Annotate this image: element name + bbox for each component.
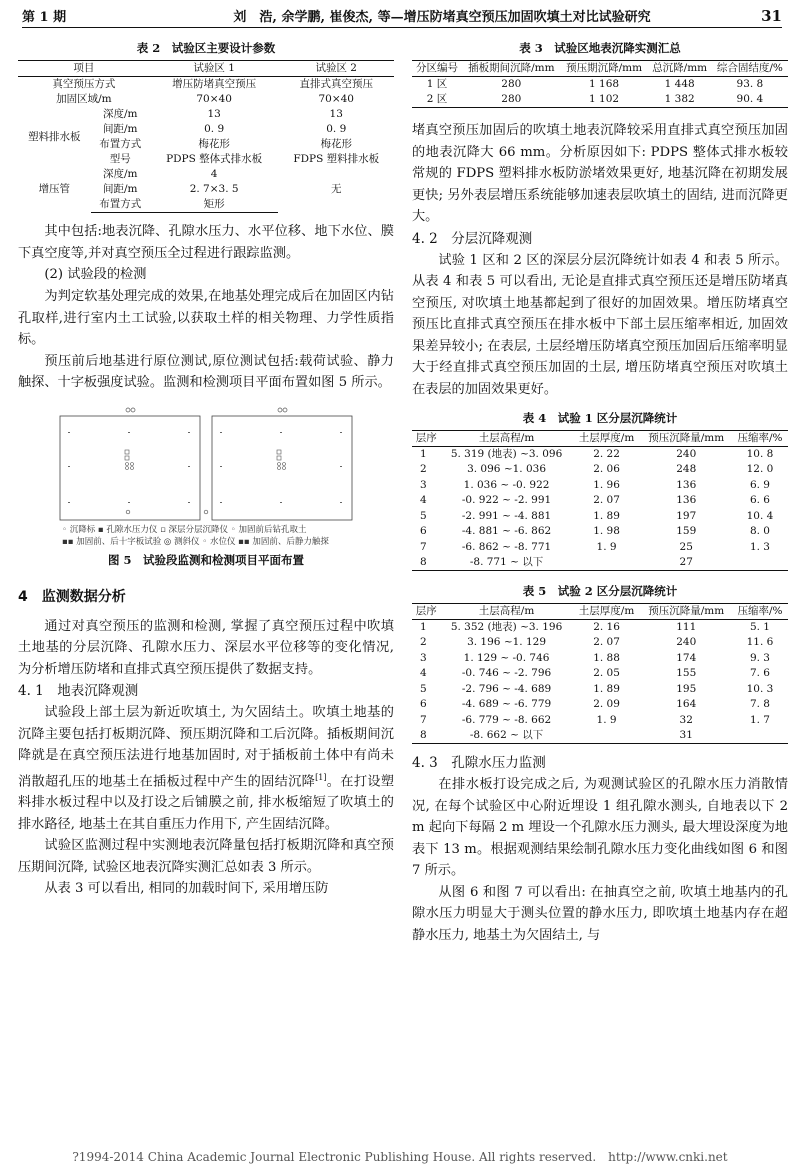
citation-ref[interactable]: [1]	[315, 772, 327, 782]
table5-header: 预压沉降量/mm	[641, 604, 732, 620]
table-cell: 10. 3	[746, 682, 774, 695]
paragraph	[18, 702, 394, 835]
table-cell: 真空预压方式	[52, 78, 116, 90]
table2	[18, 60, 394, 213]
table-cell: 136	[676, 478, 697, 491]
settlement-markers	[68, 432, 342, 503]
table-cell: 1 448	[664, 78, 695, 90]
table-cell: 直排式真空预压	[299, 78, 373, 90]
table-cell: 3	[420, 478, 427, 491]
table-cell: 1. 9	[596, 540, 617, 553]
paragraph: 试验 1 区和 2 区的深层分层沉降统计如表 4 和表 5 所示。从表 4 和表 5 可以看出, 无论是直排式真空预压还是增压防堵真空预压, 对吹填土地基都起到了很好的加固效果。增压防堵真空预压比直排式真空预压在排水板中下部土层压缩率相近, 加固效果差异较小; 在表层, 土层经增压防堵真空预压加固后压缩率明显大于经直排式真空预压加固的土层, 增压防堵真空预压对吹填土在表层的加固效果更好。	[412, 252, 788, 397]
table-cell: 5	[420, 682, 427, 695]
table-cell: 7. 8	[749, 698, 770, 711]
table-row	[18, 107, 394, 122]
table-cell: 93. 8	[736, 78, 764, 90]
figure5-legend	[62, 524, 356, 548]
table-group-label: 增压管	[38, 183, 71, 196]
table-cell: 1 102	[561, 92, 648, 108]
table3-header: 总沉降/mm	[648, 61, 712, 77]
issue-number: 第 1 期	[22, 10, 67, 25]
table4-header: 土层高程/m	[441, 431, 573, 447]
table-row	[412, 92, 788, 108]
table-row	[412, 635, 788, 651]
table-cell: 1. 9	[596, 713, 617, 726]
table-cell: 2. 09	[593, 698, 620, 711]
table-cell: 2. 22	[593, 448, 620, 460]
table-cell	[732, 555, 788, 571]
table-cell: 间距/m	[102, 183, 138, 195]
table-cell: 25	[679, 540, 693, 553]
table-cell: 13	[207, 108, 221, 120]
running-header	[22, 4, 782, 28]
right-column	[412, 36, 788, 1131]
table3-header: 插板期间沉降/mm	[462, 61, 560, 77]
table5-caption: 表 5 试验 2 区分层沉降统计	[522, 584, 678, 598]
table3-header: 预压期沉降/mm	[561, 61, 648, 77]
table-cell: 1 区	[426, 78, 448, 90]
table4-header: 土层厚度/m	[573, 431, 641, 447]
table-cell: 2. 05	[593, 667, 620, 680]
table-cell: 11. 6	[746, 636, 774, 649]
table-cell: 1. 96	[593, 478, 620, 491]
table-cell: 6. 9	[749, 478, 770, 491]
table-cell: 1. 89	[593, 509, 620, 522]
table-row	[18, 77, 394, 93]
header-authors-title: 刘 浩, 余学鹏, 崔俊杰, 等—增压防堵真空预压加固吹填土对比试验研究	[233, 10, 651, 25]
table-row	[412, 540, 788, 556]
table2-header: 试验区 1	[150, 61, 279, 77]
table-cell: 1. 89	[593, 682, 620, 695]
table4-header: 层序	[412, 431, 441, 447]
table5-header: 压缩率/%	[732, 604, 788, 620]
table-cell: 5. 1	[749, 621, 770, 633]
page-number: 31	[761, 6, 782, 25]
table-cell: 248	[676, 463, 697, 476]
table-cell: 195	[676, 682, 697, 695]
table-row	[412, 620, 788, 636]
table-cell: -0. 922 ~ -2. 991	[461, 494, 552, 507]
table3	[412, 60, 788, 108]
bottom-markers	[126, 510, 208, 514]
table-cell: 155	[676, 667, 697, 680]
subsection-heading: 4. 3 孔隙水压力监测	[412, 755, 546, 771]
paragraph: 在排水板打设完成之后, 为观测试验区的孔隙水压力消散情况, 在每个试验区中心附近埋设 1 组孔隙水测头, 自地表以下 2 m 起向下每隔 2 m 埋设一个孔隙水压力测头, 最大埋设深度为地表下 13 m。根据观测结果绘制孔隙水压力变化曲线如图 6 和图 7 所示。	[412, 777, 788, 878]
table-cell: 2 区	[412, 92, 462, 108]
table-cell: -2. 991 ~ -4. 881	[461, 509, 552, 522]
table-row	[18, 167, 394, 182]
subsection-heading: 4. 1 地表沉降观测	[18, 683, 139, 699]
table-row	[412, 447, 788, 463]
table-cell: 2. 07	[593, 636, 620, 649]
table-cell: 1. 129 ~ -0. 746	[463, 651, 550, 664]
table-cell: 梅花形	[320, 138, 352, 150]
table-cell: 13	[329, 108, 343, 120]
table-cell: 1 382	[648, 92, 712, 108]
paragraph: 通过对真空预压的监测和检测, 掌握了真空预压过程中吹填土地基的分层沉降、孔隙水压力、深层水平位移等的变化情况, 为分析增压防堵和直排式真空预压提供了数据支持。	[18, 618, 394, 677]
table-cell: 240	[676, 636, 697, 649]
center-instruments	[125, 450, 286, 470]
table-cell: 5	[420, 509, 427, 522]
table-cell: 布置方式	[91, 197, 150, 213]
table-cell: 1	[420, 621, 427, 633]
table-cell: 加固区域/m	[56, 93, 112, 105]
table-cell: PDPS 整体式排水板	[166, 153, 263, 165]
table-cell: 1 168	[589, 78, 620, 90]
table-cell: 31	[641, 728, 732, 744]
table5	[412, 603, 788, 744]
table-cell: 6. 6	[749, 494, 770, 507]
table3-caption: 表 3 试验区地表沉降实测汇总	[519, 41, 681, 55]
table5-header: 土层高程/m	[441, 604, 573, 620]
table-cell: -6. 779 ~ -8. 662	[461, 713, 552, 726]
table-row	[412, 478, 788, 494]
table-cell: 8. 0	[749, 525, 770, 538]
table-cell: 197	[676, 509, 697, 522]
table4	[412, 430, 788, 571]
table-row	[412, 509, 788, 525]
table-row	[412, 666, 788, 682]
table-cell: 164	[676, 698, 697, 711]
paragraph: 堵真空预压加固后的吹填土地表沉降较采用直排式真空预压加固的地表沉降大 66 mm。分析原因如下: PDPS 整体式排水板较常规的 FDPS 塑料排水板防淤堵效果更好, 地基沉降在初期发展更快; 另外表层增压系统能够加速表层吹填土的固结, 进而沉降更大。	[412, 123, 788, 224]
table-cell: -2. 796 ~ -4. 689	[461, 682, 552, 695]
table-cell: 1. 98	[593, 525, 620, 538]
table2-caption: 表 2 试验区主要设计参数	[136, 41, 276, 55]
table-cell: 1. 036 ~ -0. 922	[463, 478, 550, 491]
table-cell: 2	[420, 463, 427, 476]
table2-header: 项目	[18, 61, 150, 77]
table-cell: 4	[420, 494, 427, 507]
table-cell: 174	[676, 651, 697, 664]
table-cell: 2. 16	[593, 621, 620, 633]
table-cell: -0. 746 ~ -2. 796	[461, 667, 552, 680]
table-row	[412, 713, 788, 729]
table-cell: 无	[330, 183, 342, 196]
table-cell: 4	[210, 168, 218, 180]
table-cell: 280	[501, 78, 522, 90]
table-cell: 12. 0	[746, 463, 774, 476]
paragraph-text: 。在打设塑料排水板过程中以及打设之后铺膜之前, 排水板缩短了吹填土的排水路径, 地基土在其自重压力作用下, 产生固结沉降。	[18, 773, 394, 832]
table-cell: -6. 862 ~ -8. 771	[461, 540, 552, 553]
table-cell: 32	[679, 713, 693, 726]
table-row	[18, 92, 394, 107]
zone2-boundary	[212, 416, 352, 520]
table4-caption: 表 4 试验 1 区分层沉降统计	[522, 411, 678, 425]
table-cell: -8. 662 ~ 以下	[441, 728, 573, 744]
subsection-heading: 4. 2 分层沉降观测	[412, 230, 533, 247]
table-cell: 159	[676, 525, 697, 538]
legend-line: ▪▪ 加固前、后十字板试验 ◎ 测斜仪 ◦ 水位仪 ▪▪ 加固前、后静力触探	[62, 536, 329, 547]
table-cell: -4. 881 ~ -6. 862	[461, 525, 552, 538]
zone1-boundary	[60, 416, 200, 520]
paragraph-text: 试验段上部土层为新近吹填土, 为欠固结土。吹填土地基的沉降主要包括打板期沉降、预压期沉降和工后沉降。插板期间沉降就是在真空预压法进行地基加固时, 对于插板前土体中有尚未消散超孔压的地基土在插板过程中产生的固结沉降	[18, 705, 394, 789]
table4-header: 压缩率/%	[732, 431, 788, 447]
table-cell: -4. 689 ~ -6. 779	[461, 698, 552, 711]
table-cell: 280	[462, 92, 560, 108]
table-cell: 0. 9	[204, 123, 225, 135]
table-cell: 6	[420, 698, 427, 711]
table-cell: FDPS 塑料排水板	[293, 153, 380, 165]
figure5	[56, 404, 356, 568]
table-cell: 10. 8	[746, 448, 774, 460]
table-cell: 1. 3	[749, 540, 770, 553]
table5-header: 土层厚度/m	[573, 604, 641, 620]
table-cell	[732, 728, 788, 744]
table-row	[412, 493, 788, 509]
paragraph: 为判定软基处理完成的效果,在地基处理完成后在加固区内钻孔取样,进行室内土工试验,以获取土样的相关物理、力学性质指标。	[18, 289, 394, 347]
table-cell	[573, 728, 641, 744]
table4-header: 预压沉降量/mm	[641, 431, 732, 447]
table-row	[412, 728, 788, 744]
table-row	[412, 651, 788, 667]
table-cell: 5. 352 (地表) ~3. 196	[450, 621, 563, 633]
section-heading: 4 监测数据分析	[18, 588, 126, 605]
table-cell: 8	[412, 728, 441, 744]
table-cell: 3. 196 ~1. 129	[467, 636, 547, 649]
table3-header: 分区编号	[412, 61, 462, 77]
left-column	[18, 36, 394, 1131]
table-row	[412, 697, 788, 713]
table-cell: 2. 06	[593, 463, 620, 476]
figure5-caption: 图 5 试验段监测和检测项目平面布置	[107, 552, 304, 567]
table-cell: 1. 7	[749, 713, 770, 726]
table-cell: 6	[420, 525, 427, 538]
copyright-footer: ?1994-2014 China Academic Journal Electronic Publishing House. All rights reserved. http://www.cnki.net	[72, 1150, 728, 1164]
table-cell: 布置方式	[99, 138, 142, 150]
table-cell: 8	[412, 555, 441, 571]
paragraph: 从表 3 可以看出, 相同的加载时间下, 采用增压防	[44, 881, 329, 897]
table-cell: 间距/m	[102, 123, 138, 135]
table-cell: 1	[420, 448, 427, 460]
table-cell: 2. 7×3. 5	[189, 183, 239, 195]
table-cell: 3	[420, 651, 427, 664]
paragraph: 其中包括:地表沉降、孔隙水压力、水平位移、地下水位、膜下真空度等,并对真空预压全过程进行跟踪监测。	[18, 224, 394, 261]
table-cell: 70×40	[318, 93, 354, 105]
legend-line: ◦ 沉降标 ▪ 孔隙水压力仪 ▫ 深层分层沉降仪 ◦ 加固前后钻孔取土	[62, 524, 307, 535]
table-row	[412, 77, 788, 93]
table-cell: 4	[420, 667, 427, 680]
table-group-label: 塑料排水板	[28, 130, 81, 143]
top-markers	[126, 408, 287, 412]
table-cell: 7. 6	[749, 667, 770, 680]
table-cell: 10. 4	[746, 509, 774, 522]
table-cell: 5. 319 (地表) ~3. 096	[450, 448, 563, 460]
table-cell: 7	[420, 540, 427, 553]
table-cell: 型号	[109, 153, 131, 165]
table-cell: 0. 9	[326, 123, 347, 135]
table-cell: 9. 3	[749, 651, 770, 664]
paragraph: 从图 6 和图 7 可以看出: 在抽真空之前, 吹填土地基内的孔隙水压力明显大于测头位置的静水压力, 即吹填土地基内存在超静水压力, 地基土为欠固结土, 与	[412, 884, 788, 943]
table-row	[412, 555, 788, 571]
table-cell: 2	[420, 636, 427, 649]
table-row	[412, 462, 788, 478]
table-cell	[573, 555, 641, 571]
table-cell: 240	[676, 448, 697, 460]
table-row	[412, 524, 788, 540]
table-cell: 增压防堵真空预压	[172, 78, 257, 90]
table-cell: 7	[420, 713, 427, 726]
paragraph: 试验区监测过程中实测地表沉降量包括打板期沉降和真空预压期间沉降, 试验区地表沉降实测汇总如表 3 所示。	[18, 838, 394, 875]
table-cell: 1. 88	[593, 651, 620, 664]
table5-header: 层序	[412, 604, 441, 620]
table-cell: -8. 771 ~ 以下	[441, 555, 573, 571]
table-cell: 3. 096 ~1. 036	[467, 463, 547, 476]
table2-header: 试验区 2	[278, 61, 394, 77]
table-cell: 2. 07	[593, 494, 620, 507]
table-cell: 深度/m	[102, 108, 138, 120]
table-cell: 136	[676, 494, 697, 507]
table-cell: 深度/m	[102, 168, 138, 180]
table-cell: 90. 4	[712, 92, 788, 108]
table-cell: 梅花形	[198, 138, 230, 150]
table-row	[412, 682, 788, 698]
table-cell: 111	[676, 621, 697, 633]
subheading: (2) 试验段的检测	[44, 267, 147, 282]
table-cell: 矩形	[150, 197, 279, 213]
table-cell: 27	[641, 555, 732, 571]
paragraph: 预压前后地基进行原位测试,原位测试包括:载荷试验、静力触探、十字板强度试验。监测和检测项目平面布置如图 5 所示。	[18, 353, 394, 390]
table3-header: 综合固结度/%	[712, 61, 788, 77]
table-cell: 70×40	[196, 93, 232, 105]
figure5-plan-drawing	[56, 404, 356, 522]
